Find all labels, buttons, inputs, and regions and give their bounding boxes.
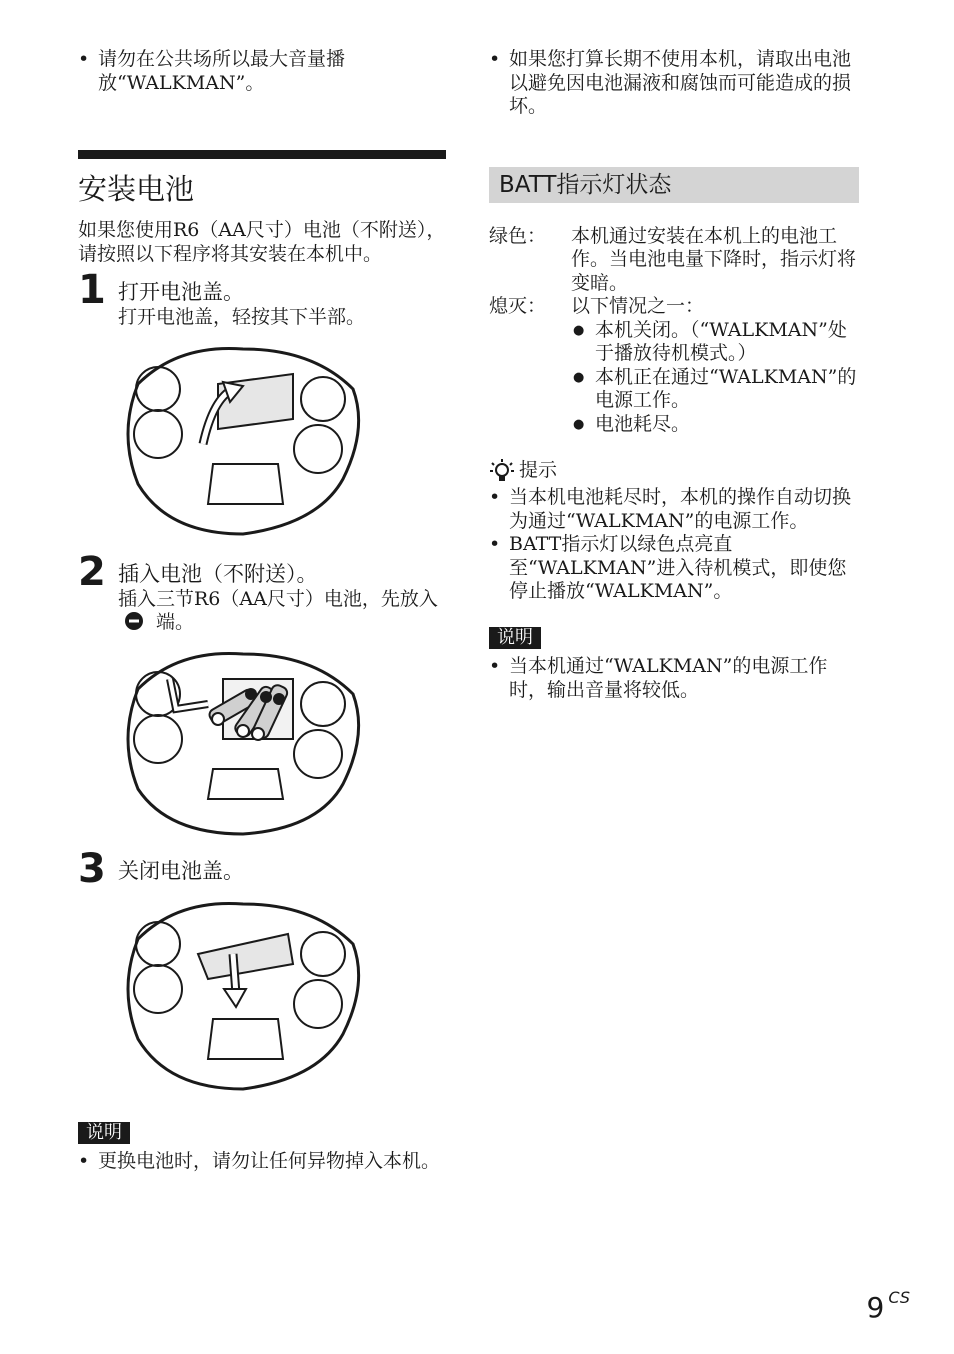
hint-item: • 当本机电池耗尽时，本机的操作自动切换为通过“WALKMAN”的电源工作。: [489, 486, 859, 533]
step-1: [78, 267, 446, 330]
step-number: 2: [78, 548, 106, 595]
status-label-green: 绿色：: [489, 224, 547, 247]
note-label: 说明: [78, 1122, 130, 1144]
status-off-item: ● 本机关闭。（“WALKMAN”处于播放待机模式。）: [571, 319, 859, 366]
step-title: 插入电池（不附送）。: [118, 561, 318, 586]
status-green: [489, 225, 859, 296]
install-intro: 如果您使用R6（AA尺寸）电池（不附送），请按照以下程序将其安装在本机中。: [78, 219, 446, 265]
status-off: [489, 295, 859, 436]
status-off-intro: 以下情况之一：: [571, 295, 705, 317]
status-green-text: 本机通过安装在本机上的电池工作。当电池电量下降时，指示灯将变暗。: [571, 224, 857, 294]
insert-batteries-illustration: [118, 649, 368, 839]
close-cover-illustration: [118, 899, 368, 1099]
step-desc-after: 端。: [156, 611, 195, 633]
open-cover-illustration: [118, 344, 368, 544]
status-off-item: ● 本机正在通过“WALKMAN”的电源工作。: [571, 366, 859, 413]
right-top-note: • 如果您打算长期不使用本机，请取出电池以避免因电池漏液和腐蚀而可能造成的损坏。: [489, 48, 859, 119]
step-desc: 打开电池盖，轻按其下半部。: [118, 306, 366, 328]
left-column: [78, 48, 446, 1174]
step-desc-before: 插入三节R6（AA尺寸）电池，先放入: [118, 587, 438, 610]
step-number: 3: [78, 845, 106, 892]
hint-heading: [489, 458, 859, 484]
step-3: [78, 845, 446, 892]
hint-label: 提示: [519, 459, 558, 482]
left-note-text: • 更换电池时，请勿让任何异物掉入本机。: [78, 1150, 446, 1174]
step-title: 关闭电池盖。: [118, 858, 244, 883]
batt-section-title: BATT指示灯状态: [489, 167, 859, 203]
hint-item: • BATT指示灯以绿色点亮直至“WALKMAN”进入待机模式，即使您停止播放“WALKMAN”。: [489, 533, 859, 604]
step-desc: [118, 588, 446, 635]
section-title-install-battery: 安装电池: [78, 172, 195, 206]
lightbulb-icon: [489, 458, 515, 484]
step-2: [78, 548, 446, 635]
status-label-off: 熄灭：: [489, 295, 547, 317]
right-note-text: • 当本机通过“WALKMAN”的电源工作时，输出音量将较低。: [489, 655, 859, 702]
minus-terminal-icon: [124, 611, 144, 631]
section-rule: [78, 150, 446, 159]
status-off-body: [571, 295, 859, 436]
page-number: [866, 1286, 910, 1324]
step-number: 1: [78, 267, 106, 313]
status-off-item: ● 电池耗尽。: [571, 413, 859, 437]
page-language-code: CS: [888, 1288, 910, 1307]
right-column: [489, 48, 859, 702]
page-number-value: 9: [866, 1291, 885, 1324]
note-label: 说明: [489, 627, 541, 649]
step-title: 打开电池盖。: [118, 280, 244, 304]
left-top-note: • 请勿在公共场所以最大音量播放“WALKMAN”。: [78, 48, 446, 95]
